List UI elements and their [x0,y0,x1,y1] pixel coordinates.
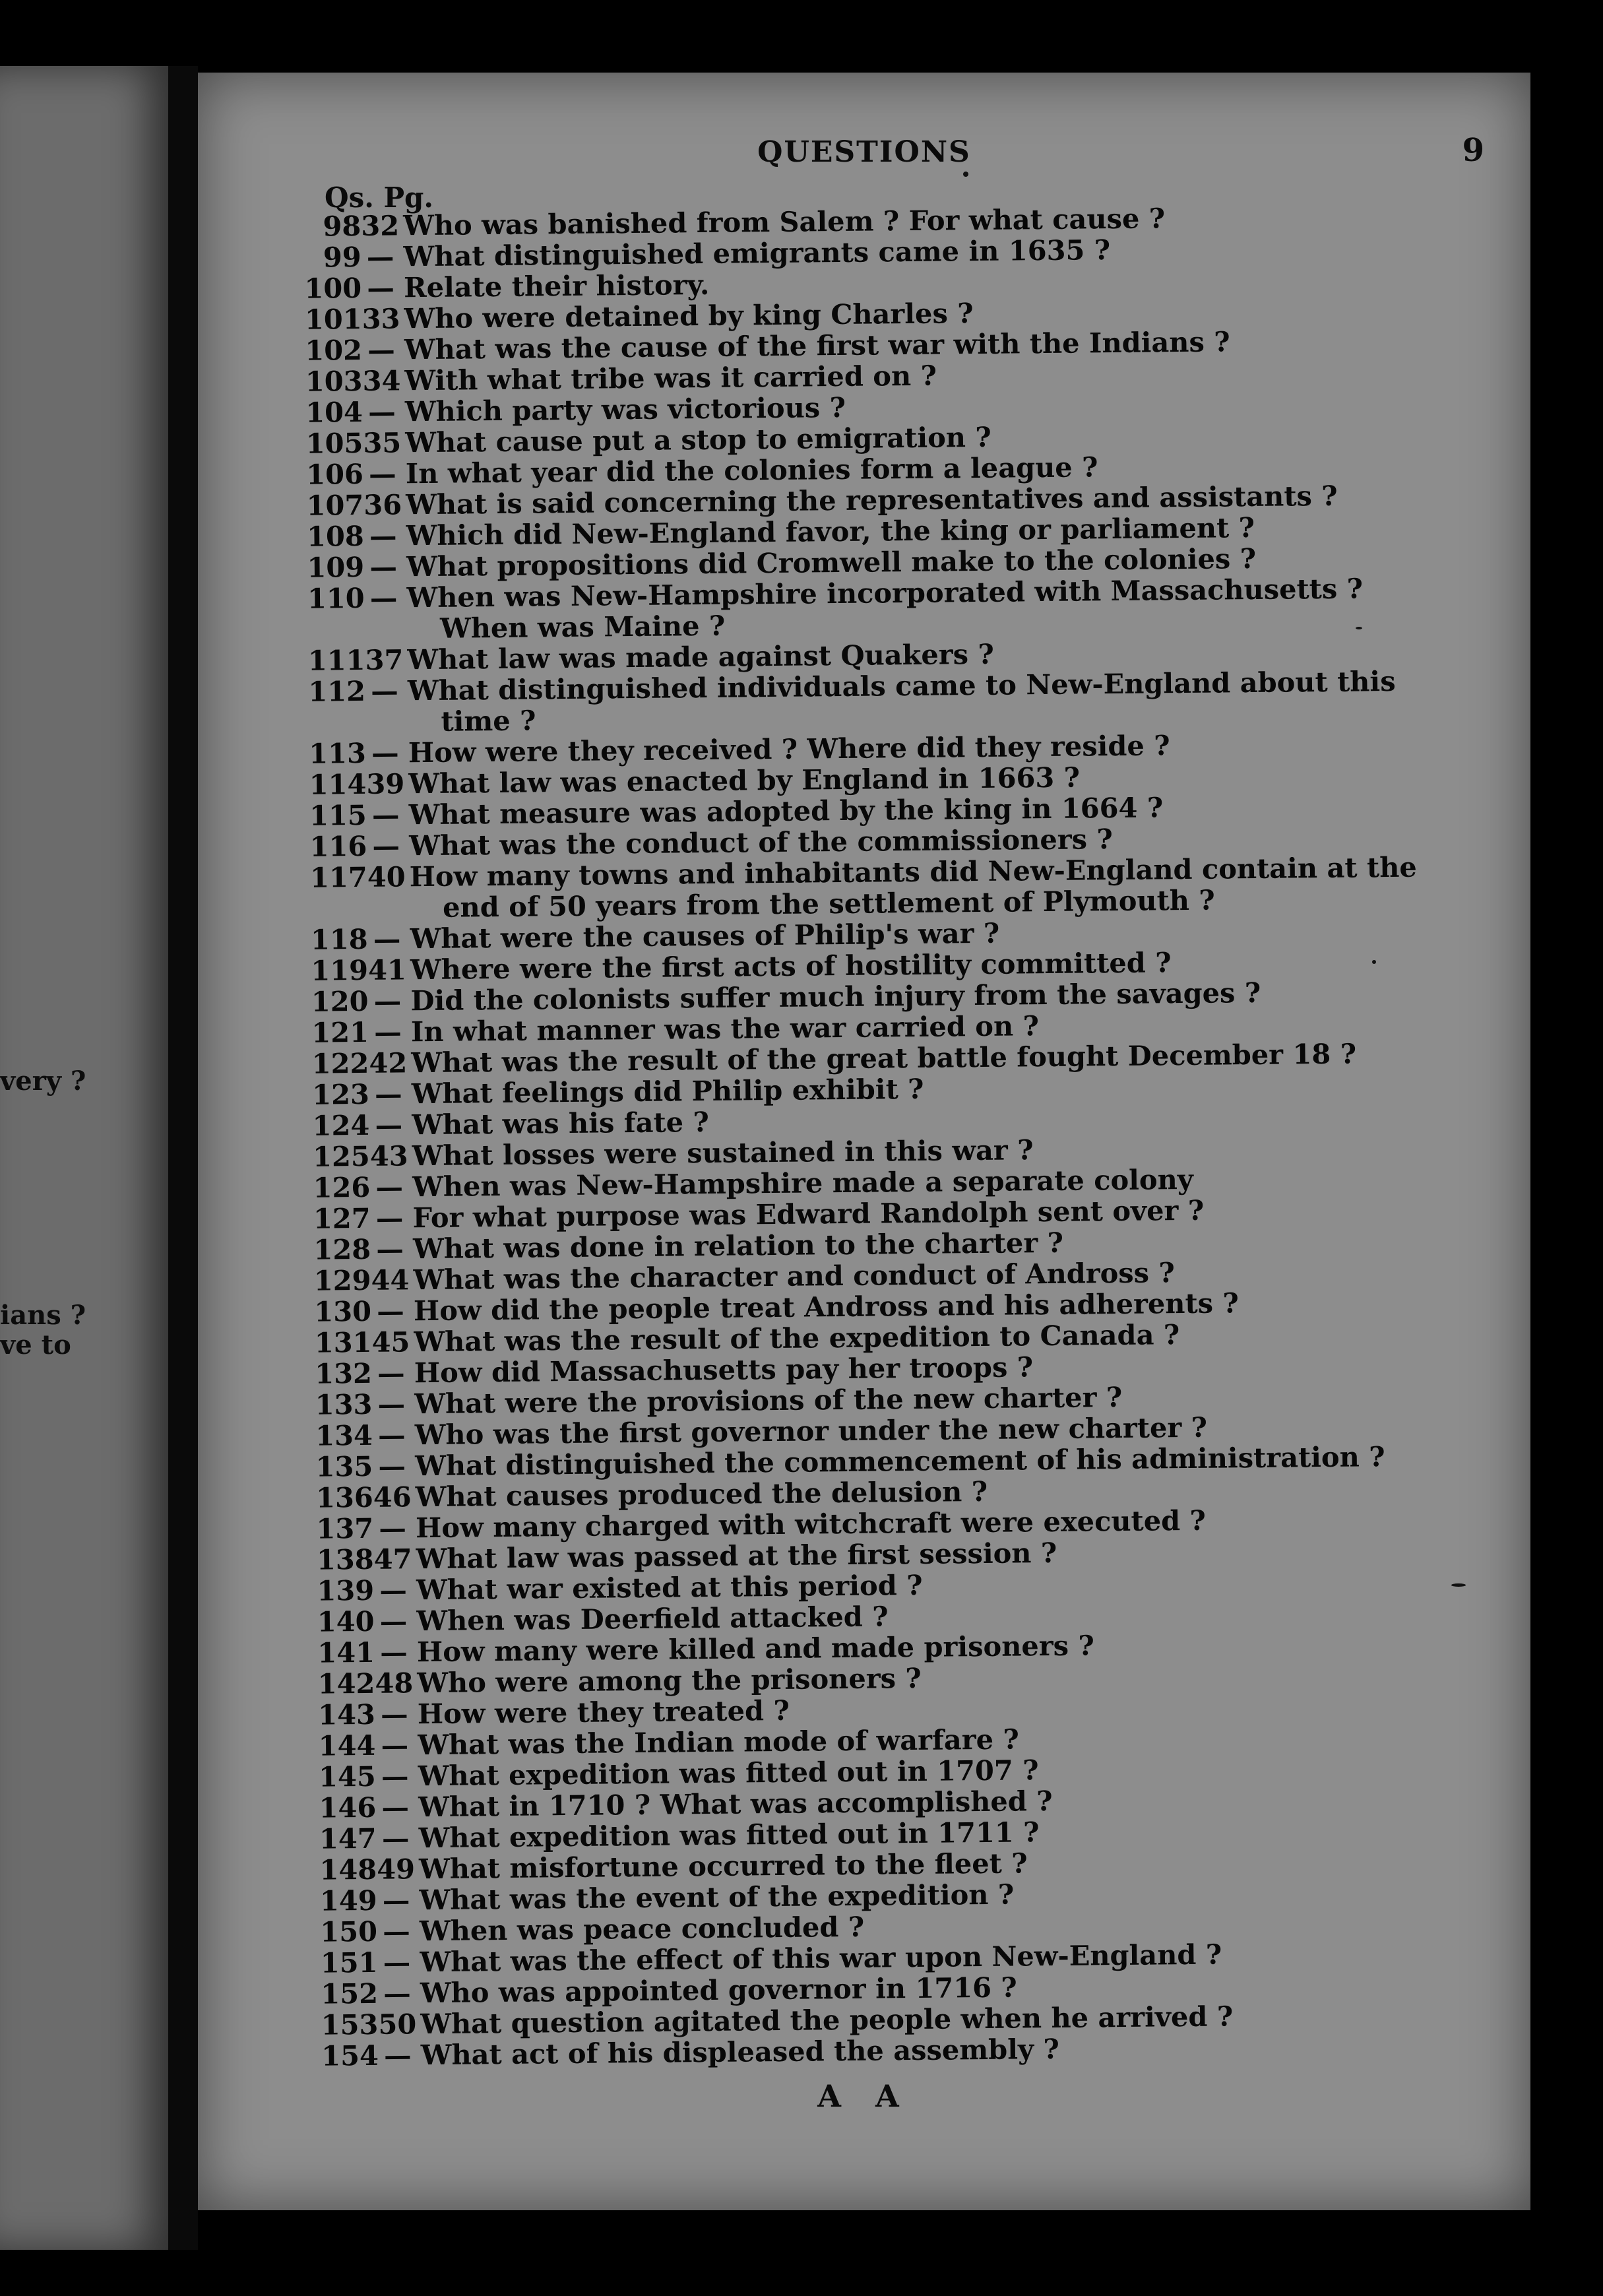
question-number: 103 [305,364,363,398]
page-reference: — [369,519,397,552]
page-reference: — [375,1201,404,1234]
question-text: What expedition was fitted out in 1707 ? [418,1754,1039,1793]
question-text: What causes produced the delusion ? [415,1475,988,1514]
question-text: Which did New-England favor, the king or parliament ? [406,511,1255,552]
question-text-block [405,850,1527,923]
page-reference: — [373,1015,402,1048]
question-text: What misfortune occurred to the fleet ? [418,1847,1028,1886]
question-text: Who was banished from Salem ? For what cause ? [402,202,1166,242]
page-reference: — [379,1512,407,1545]
question-number: 100 [304,271,362,305]
question-text: What distinguished individuals came to New-England about this [407,664,1396,707]
question-text: What expedition was fitted out in 1711 ? [418,1816,1040,1855]
question-number: 133 [315,1387,373,1421]
question-text: Who were among the prisoners ? [417,1661,922,1700]
question-text: What was the cause of the first war with the Indians ? [404,325,1230,366]
question-number: 98 [323,209,361,243]
question-number: 110 [307,581,365,615]
question-text: How were they treated ? [417,1694,790,1731]
page-reference: 32 [361,209,400,242]
question-text: How did Massachusetts pay her troops ? [414,1351,1034,1389]
question-number: 149 [319,1884,377,1917]
question-text: What question agitated the people when he arrived ? [420,2000,1234,2041]
page-reference: — [379,1574,408,1607]
question-text: What feelings did Philip exhibit ? [411,1072,924,1110]
page-reference: — [371,736,399,769]
question-number: 137 [316,1512,374,1545]
question-text: What distinguished emigrants came in 1635 ? [403,234,1111,273]
question-text: In what year did the colonies form a league ? [405,451,1098,490]
question-text: With what tribe was it carried on ? [404,359,937,397]
question-number: 154 [321,2039,379,2072]
question-number: 135 [315,1450,373,1483]
question-text: What was done in relation to the charter ? [412,1226,1064,1265]
page-reference: — [377,1356,405,1389]
page-reference: 48 [375,1667,414,1700]
question-text-continuation: time ? [441,704,536,738]
page-reference: — [367,271,395,304]
page-reference: 36 [363,488,402,521]
page-reference: — [373,922,401,955]
question-text: What measure was adopted by the king in 1664 ? [408,791,1164,831]
page-reference: 37 [365,643,404,676]
page-reference: 34 [362,364,401,397]
page-reference: — [369,550,398,583]
question-number: 117 [309,860,367,894]
page-reference: 47 [373,1543,412,1576]
question-number: 130 [314,1294,372,1328]
question-number: 116 [309,829,367,863]
question-text: What was his fate ? [412,1105,710,1141]
question-text: How were they received ? Where did they reside ? [408,729,1170,769]
question-text: Where were the first acts of hostility committed ? [410,946,1172,986]
question-number: 129 [313,1263,371,1297]
question-number: 109 [307,550,365,584]
question-text: What was the effect of this war upon New-England ? [420,1938,1222,1979]
question-text: What was the Indian mode of warfare ? [418,1723,1020,1762]
question-number: 127 [313,1201,371,1235]
page-reference: — [371,798,400,831]
left-page [0,66,175,2250]
question-text: What was the result of the expedition to Canada ? [414,1318,1180,1358]
question-text: When was peace concluded ? [419,1910,865,1948]
page-reference: 46 [373,1481,412,1514]
question-number: 143 [318,1698,376,1731]
page-reference: 40 [367,860,406,893]
page-reference: 39 [366,767,405,800]
question-text: How many towns and inhabitants did New-England contain at the [409,850,1418,893]
page-reference: — [383,1977,411,2010]
page-reference: — [381,1760,409,1793]
page-header: QUESTIONS [757,135,971,169]
question-number: 148 [319,1853,377,1886]
question-number: 132 [315,1356,373,1390]
question-number: 123 [311,1077,370,1111]
question-number: 107 [306,488,364,522]
question-number: 108 [306,519,364,553]
page-reference: — [383,1946,411,1979]
question-text: When was New-Hampshire made a separate colony [412,1163,1194,1203]
question-text: How did the people treat Andross and his adherents ? [413,1287,1239,1327]
question-text: What were the causes of Philip's war ? [410,916,1000,955]
question-text: What act of his displeased the assembly ? [420,2032,1060,2072]
page-reference: — [371,674,398,707]
question-number: 136 [315,1481,373,1514]
question-row [292,664,1526,738]
question-number: 144 [318,1729,376,1762]
page-reference: — [376,1232,404,1265]
column-header: Qs. Pg. [325,181,434,214]
book-gutter [168,66,198,2250]
question-text: Who were detained by king Charles ? [404,297,974,335]
ink-speck [1451,1583,1466,1587]
question-text: What law was made against Quakers ? [407,637,995,676]
question-number: 139 [317,1574,375,1607]
question-number: 112 [308,674,366,708]
question-number: 118 [310,922,368,956]
question-text: What was the conduct of the commissioners ? [409,823,1113,862]
page-reference: — [372,829,400,862]
question-text: How many were killed and made prisoners ? [416,1629,1094,1669]
question-number: 147 [319,1822,377,1855]
question-number: 152 [321,1977,379,2010]
question-text: What was the character and conduct of Andross ? [413,1256,1176,1296]
question-number: 142 [317,1667,375,1700]
page-reference: — [368,457,396,490]
question-row [293,850,1527,924]
page-reference: — [381,1729,409,1762]
question-text: What losses were sustained in this war ? [412,1133,1034,1172]
page-reference: — [379,1636,408,1669]
question-text: In what manner was the war carried on ? [410,1009,1040,1048]
page-number: 9 [1462,132,1484,169]
question-text: What distinguished the commencement of his administration ? [415,1440,1385,1483]
left-page-fragment: very ? [0,1066,86,1097]
ink-speck [1356,627,1362,629]
page-reference: — [378,1450,406,1483]
question-text: What law was passed at the first session ? [416,1536,1057,1576]
question-text: What was the result of the great battle fought December 18 ? [411,1037,1357,1079]
question-text: Did the colonists suffer much injury from the savages ? [410,976,1261,1017]
question-text: What cause put a stop to emigration ? [405,420,991,459]
page-reference: — [381,1791,410,1824]
question-number: 138 [316,1543,374,1576]
page-reference: — [366,240,394,273]
question-text: Who was the first governor under the new charter ? [414,1411,1208,1451]
question-text-block [404,664,1526,737]
question-number: 105 [305,426,363,460]
page-reference: — [380,1698,408,1731]
page-reference: — [375,1108,403,1141]
question-number: 115 [309,798,367,832]
question-number: 125 [312,1139,370,1173]
question-number: 150 [320,1915,378,1948]
left-page-fragment: ians ? [0,1300,86,1331]
question-text: What is said concerning the representatives and assistants ? [406,479,1338,521]
question-number: 114 [309,767,367,801]
question-text: What was the event of the expedition ? [419,1878,1015,1917]
page-reference: 41 [367,953,407,986]
question-text: What propositions did Cromwell make to the colonies ? [406,542,1257,583]
page-reference: 33 [361,302,400,335]
question-text-continuation: end of 50 years from the settlement of Plymouth ? [442,883,1215,924]
question-text: What war existed at this period ? [416,1568,923,1607]
ink-speck [1372,960,1376,964]
page-reference: — [383,1915,411,1948]
page-reference: 43 [369,1139,408,1172]
question-number: 99 [323,240,361,274]
question-number: 102 [305,333,363,367]
page-reference: — [381,1822,410,1855]
question-list [287,199,1538,2072]
question-number: 106 [305,457,364,491]
question-text: Who was appointed governor in 1716 ? [420,1971,1017,2010]
page-reference: 44 [371,1263,410,1296]
question-number: 134 [315,1419,373,1452]
question-number: 122 [311,1046,369,1080]
book-page [198,73,1530,2210]
page-reference: — [377,1387,406,1420]
question-number: 101 [304,302,362,336]
question-text: For what purpose was Edward Randolph sent over ? [412,1194,1205,1234]
question-text-block [402,571,1524,644]
page-reference: — [383,2039,412,2072]
question-number: 104 [305,395,363,429]
left-page-fragment: ve to [0,1329,71,1360]
ink-speck [963,172,968,177]
question-number: 141 [317,1636,375,1669]
question-text: What in 1710 ? What was accomplished ? [418,1784,1053,1824]
page-reference: 50 [378,2008,417,2041]
question-number: 111 [307,643,365,677]
page-reference: 49 [377,1853,416,1886]
page-reference: — [369,581,398,614]
page-reference: 42 [369,1046,408,1079]
question-number: 128 [313,1232,371,1266]
question-text: What law was enacted by England in 1663 ? [408,761,1081,800]
question-text-continuation: When was Maine ? [439,609,726,645]
page-reference: — [367,333,396,366]
question-number: 146 [319,1791,377,1824]
page-reference: — [377,1294,404,1327]
question-number: 119 [311,953,369,987]
question-text: What were the provisions of the new charter ? [414,1380,1123,1420]
page-reference: 35 [363,426,402,459]
page-reference: — [377,1419,406,1451]
question-number: 113 [309,736,367,770]
question-text: When was Deerfield attacked ? [416,1600,889,1638]
question-text: How many charged with witchcraft were executed ? [415,1504,1207,1545]
question-text: When was New-Hampshire incorporated with Massachusetts ? [406,572,1364,614]
question-number: 131 [314,1325,372,1359]
question-number: 151 [320,1946,378,1979]
signature-mark: A A [817,2078,911,2114]
page-reference: 45 [371,1325,410,1358]
page-reference: — [367,395,396,428]
question-text: Which party was victorious ? [404,391,846,428]
question-row [290,571,1524,645]
question-number: 153 [321,2008,379,2041]
question-number: 124 [312,1108,370,1142]
question-number: 121 [311,1015,369,1049]
page-reference: — [374,1077,402,1110]
page-reference: — [373,984,402,1017]
question-number: 140 [317,1605,375,1638]
question-number: 120 [311,984,369,1018]
question-text: Relate their history. [403,268,710,304]
page-reference: — [379,1605,408,1638]
question-number: 126 [313,1170,371,1204]
question-number: 145 [318,1760,377,1793]
page-reference: — [375,1170,404,1203]
page-reference: — [382,1884,410,1917]
